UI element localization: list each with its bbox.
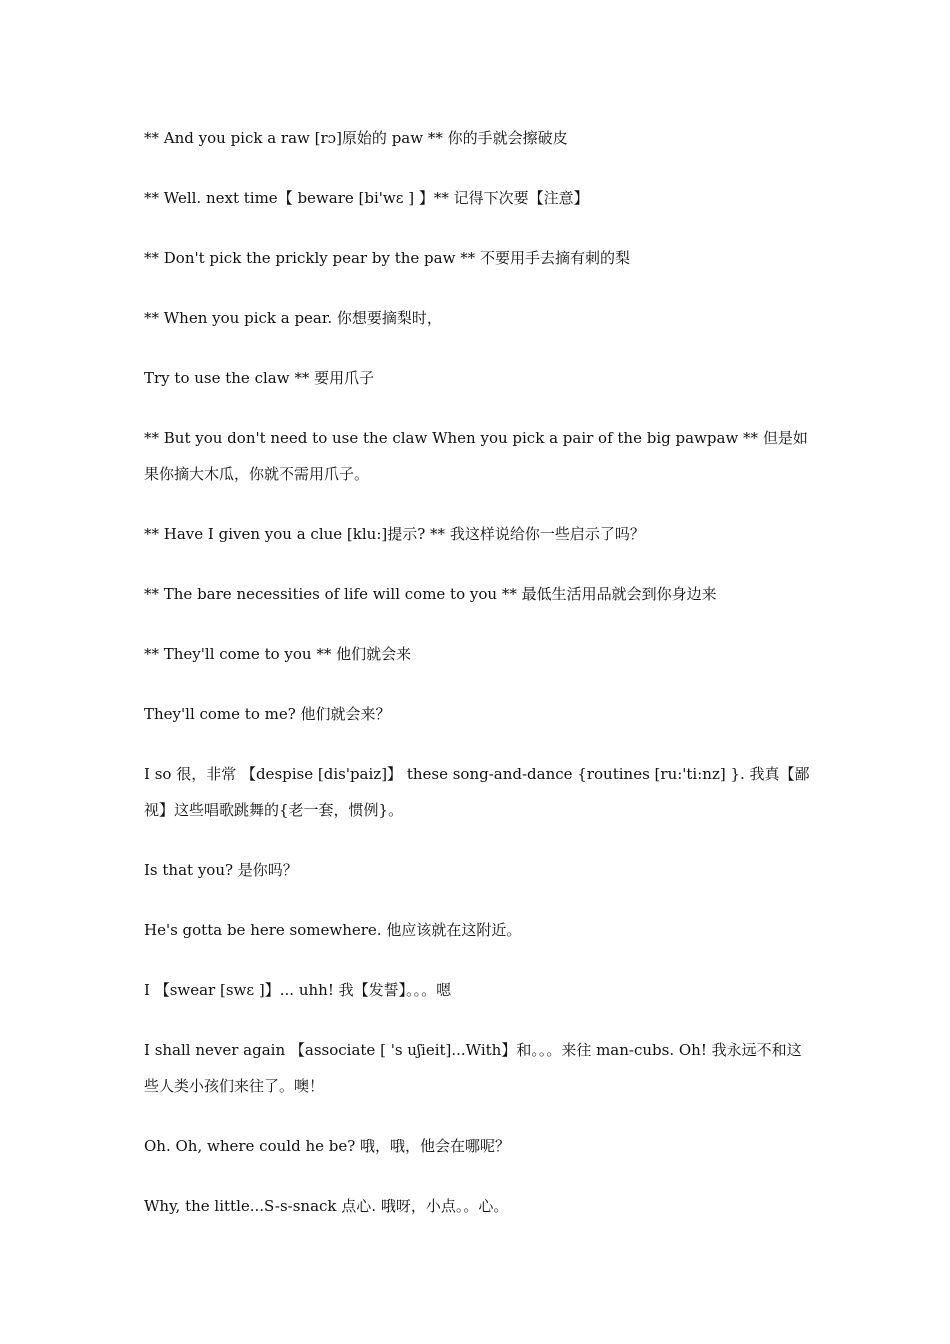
text-line: ** And you pick a raw [rɔ]原始的 paw ** 你的手就会擦破皮	[144, 129, 568, 147]
text-line: ** When you pick a pear. 你想要摘梨时，	[144, 309, 442, 327]
text-line: ** The bare necessities of life will come to you ** 最低生活用品就会到你身边来	[144, 585, 717, 603]
text-line: ** Well. next time【 beware [bi'wɛ ] 】** 记得下次要【注意】	[144, 189, 589, 207]
text-line: ** Have I given you a clue [klu:]提示? ** 我这样说给你一些启示了吗？	[144, 525, 645, 543]
text-line: ** They'll come to you ** 他们就会来	[144, 645, 412, 663]
text-line: Oh. Oh, where could he be? 哦，哦，他会在哪呢？	[144, 1137, 511, 1155]
document-body	[144, 120, 812, 1224]
text-line: ** Don't pick the prickly pear by the paw ** 不要用手去摘有刺的梨	[144, 249, 630, 267]
text-line: Is that you? 是你吗？	[144, 861, 298, 879]
text-line: ** But you don't need to use the claw When you pick a pair of the big pawpaw ** 但是如果你摘大木瓜，你就不需用爪子。	[144, 429, 808, 483]
text-line: He's gotta be here somewhere. 他应该就在这附近。	[144, 921, 522, 939]
text-line: I 【swear [swɛ ]】... uhh! 我【发誓】。。。嗯	[144, 981, 452, 999]
text-line: They'll come to me? 他们就会来？	[144, 705, 391, 723]
text-line: Try to use the claw ** 要用爪子	[144, 369, 375, 387]
text-line: I so 很，非常 【despise [dis'paiz]】 these song-and-dance {routines [ru:'ti:nz] }. 我真【鄙视】这些唱歌跳舞的{老一套，惯例}。	[144, 765, 810, 819]
text-line: I shall never again 【associate [ 's uʃieit]...With】和。。。来往 man-cubs. Oh! 我永远不和这些人类小孩们来往了。噢！	[144, 1041, 802, 1095]
text-line: Why, the little...S-s-snack 点心. 哦呀，小点。。心。	[144, 1197, 509, 1215]
